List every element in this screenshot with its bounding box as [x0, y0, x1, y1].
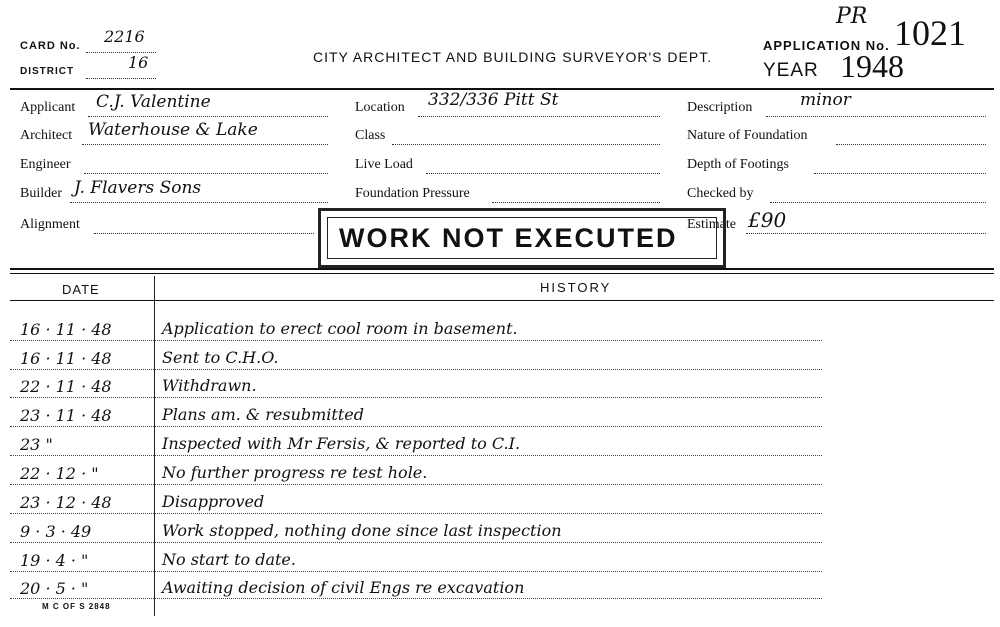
work-not-executed-stamp	[318, 208, 726, 268]
column-divider	[154, 276, 155, 616]
district-label: DISTRICT	[20, 66, 75, 77]
table-row-history: No further progress re test hole.	[162, 463, 428, 482]
table-row-history: Awaiting decision of civil Engs re excavation	[162, 578, 525, 597]
table-row-history: Withdrawn.	[162, 376, 257, 395]
estimate-value: £90	[748, 208, 787, 232]
table-row-date: 22 · 12 · "	[20, 464, 99, 483]
location-value: 332/336 Pitt St	[428, 90, 559, 110]
table-row-date: 20 · 5 · "	[20, 579, 89, 598]
description-label: Description	[687, 100, 753, 115]
table-row-history: Application to erect cool room in basement.	[162, 319, 518, 338]
table-row-history: Inspected with Mr Fersis, & reported to C.I.	[162, 434, 521, 453]
location-label: Location	[355, 100, 405, 115]
table-row-date: 23 "	[20, 435, 53, 454]
table-row-history: Work stopped, nothing done since last inspection	[162, 521, 562, 540]
district-value: 16	[128, 53, 149, 72]
alignment-label: Alignment	[20, 217, 80, 232]
applicant-label: Applicant	[20, 100, 76, 115]
engineer-label: Engineer	[20, 157, 71, 172]
application-label: APPLICATION No.	[763, 38, 890, 53]
year-value: 1948	[840, 48, 904, 84]
table-row-history: Plans am. & resubmitted	[162, 405, 364, 424]
card-no-value: 2216	[104, 27, 145, 46]
nature-foundation-label: Nature of Foundation	[687, 128, 808, 143]
class-label: Class	[355, 128, 386, 143]
table-row-date: 16 · 11 · 48	[20, 349, 112, 368]
history-column-header: HISTORY	[540, 280, 612, 295]
department-title: CITY ARCHITECT AND BUILDING SURVEYOR'S DEPT.	[313, 49, 713, 65]
table-row-history: No start to date.	[162, 550, 296, 569]
application-number: 1021	[894, 13, 966, 53]
table-row-history: Disapproved	[162, 492, 265, 511]
application-prefix: PR	[836, 4, 868, 29]
builder-value: J. Flavers Sons	[74, 178, 202, 198]
year-label: YEAR	[763, 60, 819, 81]
table-row-date: 9 · 3 · 49	[20, 522, 92, 541]
date-column-header: DATE	[62, 282, 100, 297]
stamp-text: WORK NOT EXECUTED	[339, 223, 678, 253]
table-row-date: 22 · 11 · 48	[20, 377, 112, 396]
card-no-label: CARD No.	[20, 40, 81, 52]
table-row-date: 23 · 12 · 48	[20, 493, 112, 512]
checked-by-label: Checked by	[687, 186, 754, 201]
description-value: minor	[800, 90, 851, 110]
depth-footings-label: Depth of Footings	[687, 157, 789, 172]
live-load-label: Live Load	[355, 157, 413, 172]
estimate-label: Estimate	[687, 217, 736, 232]
foundation-pressure-label: Foundation Pressure	[355, 186, 470, 201]
form-code: M C OF S 2848	[42, 602, 111, 611]
table-row-date: 23 · 11 · 48	[20, 406, 112, 425]
builder-label: Builder	[20, 186, 62, 201]
fields-divider	[10, 268, 994, 270]
table-row-date: 19 · 4 · "	[20, 551, 89, 570]
architect-label: Architect	[20, 128, 73, 143]
applicant-value: C.J. Valentine	[96, 92, 211, 112]
table-row-date: 16 · 11 · 48	[20, 320, 112, 339]
architect-value: Waterhouse & Lake	[88, 120, 258, 140]
table-row-history: Sent to C.H.O.	[162, 348, 279, 367]
